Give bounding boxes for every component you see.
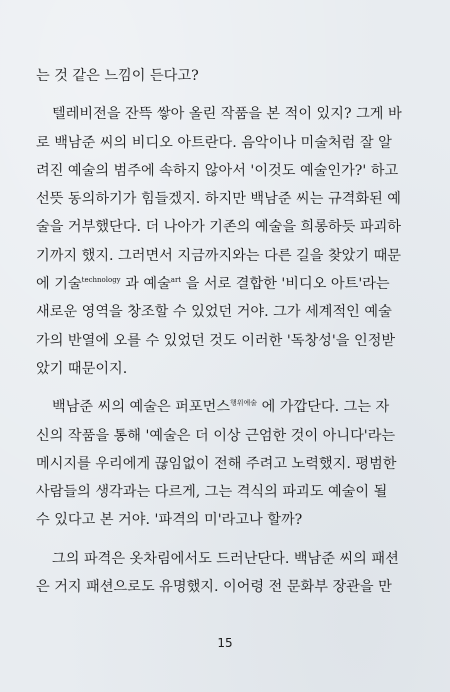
- text-line: 았기 때문이지.: [36, 360, 128, 377]
- text-line: 로 백남준 씨의 비디오 아트란다. 음악이나 미술처럼 잘 알: [36, 134, 392, 151]
- text-line: 텔레비전을 잔뜩 쌓아 올린 작품을 본 적이 있지? 그게 바: [52, 106, 402, 123]
- text-segment: 에 기술: [36, 276, 82, 293]
- text-segment: 백남준 씨의 예술은 퍼포먼스: [52, 399, 230, 416]
- text-line: 사람들의 생각과는 다르게, 그는 격식의 파괴도 예술이 될: [36, 484, 388, 501]
- page-number: 15: [217, 636, 233, 650]
- text-line: 신의 작품을 통해 '예술은 더 이상 근엄한 것이 아니다'라는: [36, 427, 396, 444]
- text-line: 수 있다고 본 거야. '파격의 미'라고나 할까?: [36, 512, 303, 529]
- text-line: 메시지를 우리에게 끊임없이 전해 주려고 노력했지. 평범한: [36, 455, 397, 472]
- gloss-performance: 행위예술: [230, 399, 258, 408]
- text-line: 그의 파격은 옷차림에서도 드러난단다. 백남준 씨의 패션: [52, 550, 399, 567]
- body-text: [36, 62, 420, 601]
- text-line: 선뜻 동의하기가 힘들겠지. 하지만 백남준 씨는 규격화된 예: [36, 191, 402, 208]
- text-line-with-glosses: [36, 270, 420, 298]
- text-segment: 에 가깝단다. 그는 자: [257, 399, 390, 416]
- text-line: 술을 거부했단다. 더 나아가 기존의 예술을 희롱하듯 파괴하: [36, 219, 402, 236]
- text-segment: 과 예술: [120, 276, 171, 293]
- text-line: 은 거지 패션으로도 유명했지. 이어령 전 문화부 장관을 만: [36, 579, 392, 596]
- gloss-art: art: [170, 276, 182, 285]
- text-line-with-gloss: [36, 393, 420, 421]
- text-line: 려진 예술의 범주에 속하지 않아서 '이것도 예술인가?' 하고: [36, 162, 399, 179]
- text-line: 는 것 같은 느낌이 든다고?: [36, 68, 199, 84]
- text-segment: 을 서로 결합한 '비디오 아트'라는: [181, 276, 390, 293]
- text-line: 새로운 영역을 창조할 수 있었던 거야. 그가 세계적인 예술: [36, 304, 392, 321]
- gloss-technology: technology: [81, 276, 121, 285]
- text-line: 가의 반열에 오를 수 있었던 것도 이러한 '독창성'을 인정받: [36, 332, 396, 349]
- text-line: 기까지 했지. 그러면서 지금까지와는 다른 길을 찾았기 때문: [36, 247, 402, 264]
